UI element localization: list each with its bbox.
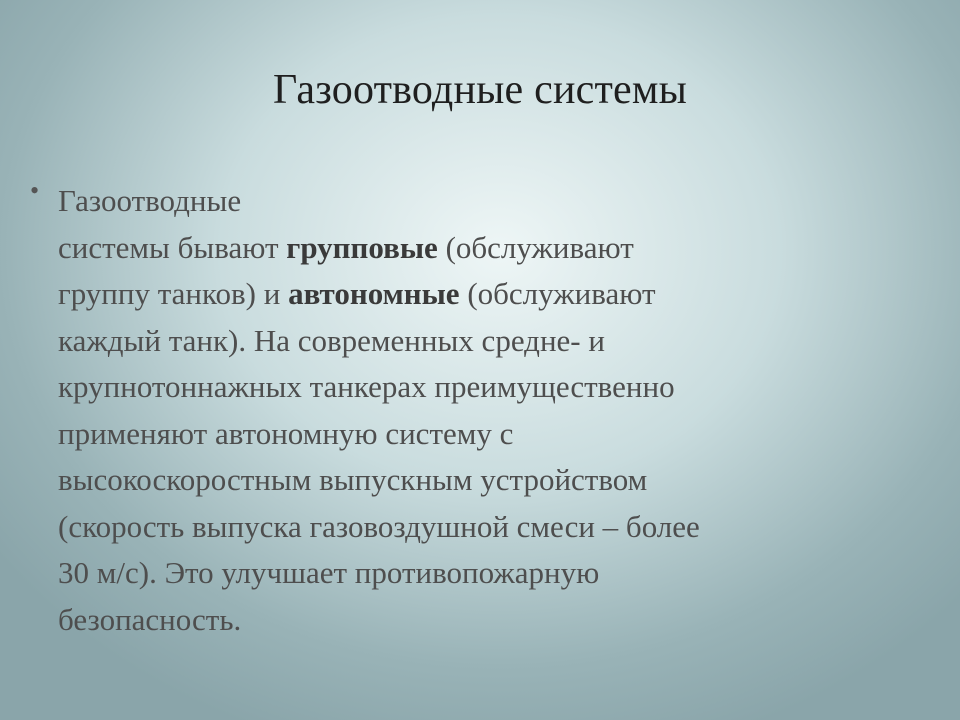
bold-term-group: групповые [286,229,438,265]
text-line [58,225,938,272]
text-line [58,318,938,365]
slide-title: Газоотводные системы [272,67,688,113]
bullet-icon: • [30,176,40,205]
text-segment: применяют автономную систему с [58,415,514,451]
text-segment: системы бывают [58,229,287,265]
text-line [58,597,938,644]
text-segment: (обслуживают [437,229,634,265]
text-line [58,271,938,318]
text-segment: каждый танк). На современных средне- и [58,322,605,358]
text-segment: Газоотводные [58,183,242,218]
text-line [58,364,938,411]
text-line [58,550,938,597]
text-segment: крупнотоннажных танкерах преимущественно [58,369,675,404]
text-segment: высокоскоростным выпускным устройством [58,462,648,497]
text-line [58,504,938,551]
text-segment: (скорость выпуска газовоздушной смеси – более [58,508,700,544]
text-segment: группу танков) и [58,276,289,311]
text-segment: безопасность. [58,601,242,637]
text-line [58,411,938,458]
bold-term-autonomous: автономные [288,276,460,311]
bullet-text [58,178,938,643]
text-line [58,178,938,225]
text-segment: (обслуживают [459,276,656,311]
text-line [58,457,938,504]
text-segment: 30 м/с). Это улучшает противопожарную [58,555,600,590]
